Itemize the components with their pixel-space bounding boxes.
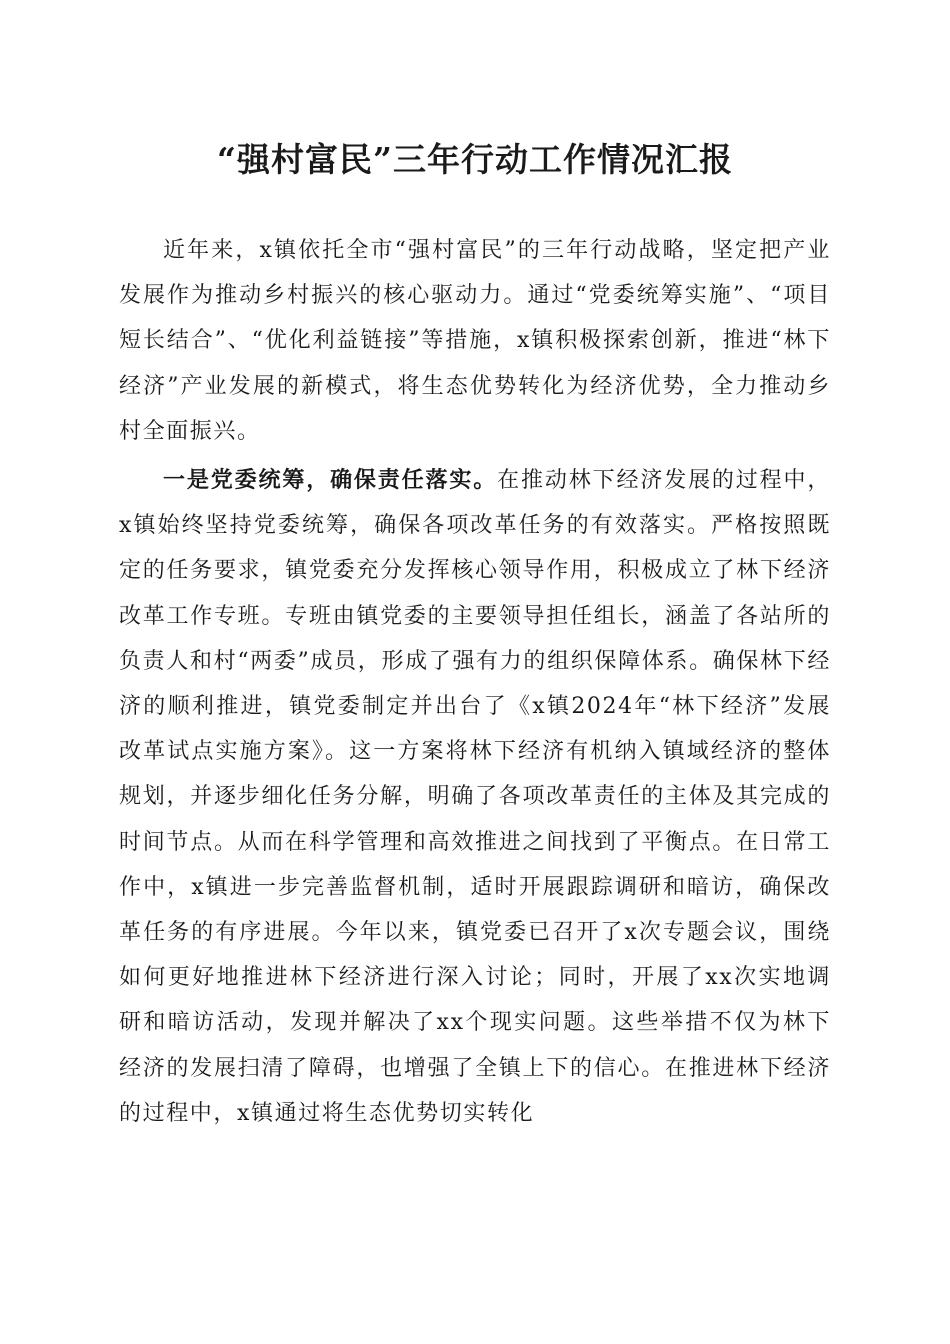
paragraph-text: 在推动林下经济发展的过程中，x镇始终坚持党委统筹，确保各项改革任务的有效落实。严格按照既定的任务要求，镇党委充分发挥核心领导作用，积极成立了林下经济改革工作专班。专班由镇党委的主要领导担任组长，涵盖了各站所的负责人和村“两委”成员，形成了强有力的组织保障体系。确保林下经济的顺利推进，镇党委制定并出台了《x镇2024年“林下经济”发展改革试点实施方案》。这一方案将林下经济有机纳入镇域经济的整体规划，并逐步细化任务分解，明确了各项改革责任的主体及其完成的时间节点。从而在科学管理和高效推进之间找到了平衡点。在日常工作中，x镇进一步完善监督机制，适时开展跟踪调研和暗访，确保改革任务的有序进展。今年以来，镇党委已召开了x次专题会议，围绕如何更好地推进林下经济进行深入讨论；同时，开展了xx次实地调研和暗访活动，发现并解决了xx个现实问题。这些举措不仅为林下经济的发展扫清了障碍，也增强了全镇上下的信心。在推进林下经济的过程中，x镇通过将生态优势切实转化	[119, 468, 832, 1126]
intro-paragraph	[119, 228, 831, 454]
document-body	[119, 228, 831, 1136]
paragraph-lead-heading: 一是党委统筹，确保责任落实。	[163, 467, 498, 494]
section-paragraph	[119, 458, 831, 1136]
document-title: “强村富民”三年行动工作情况汇报	[217, 140, 733, 179]
paragraph-text: 近年来，x镇依托全市“强村富民”的三年行动战略，坚定把产业发展作为推动乡村振兴的核心驱动力。通过“党委统筹实施”、“项目短长结合”、“优化利益链接”等措施，x镇积极探索创新，推进“林下经济”产业发展的新模式，将生态优势转化为经济优势，全力推动乡村全面振兴。	[119, 238, 831, 444]
